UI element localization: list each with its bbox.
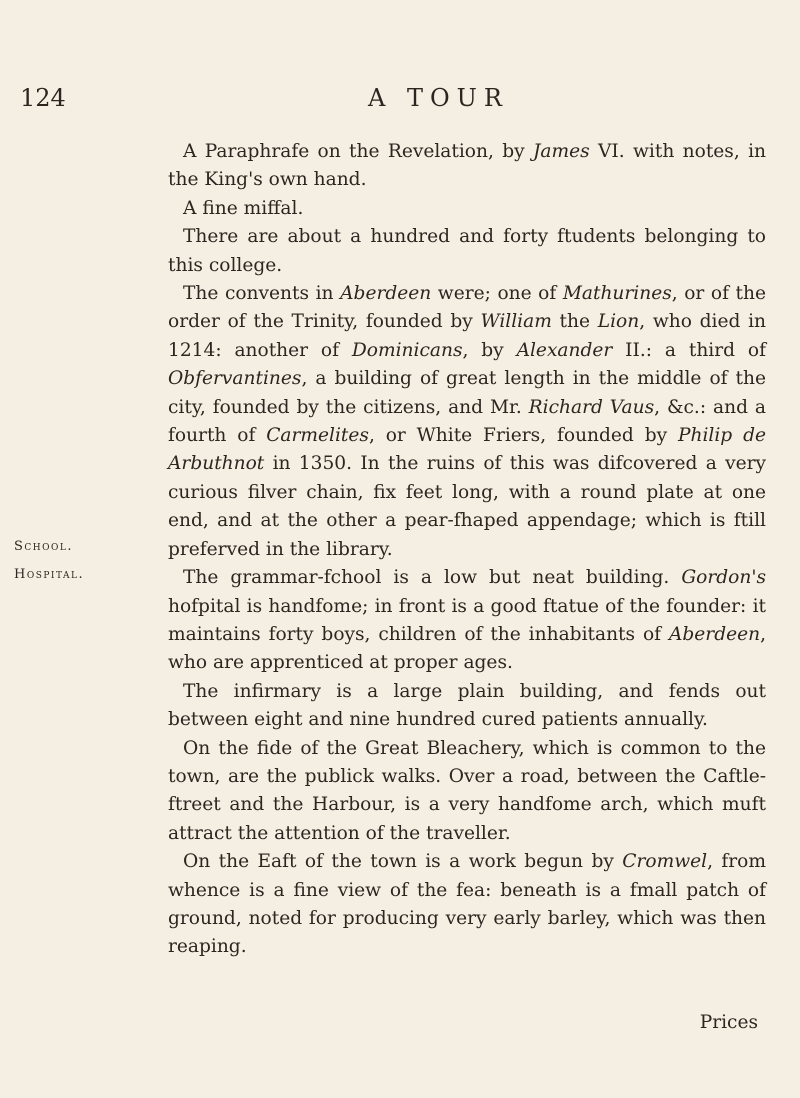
running-head: A TOUR	[368, 84, 509, 112]
paragraph: There are about a hundred and forty ftudents belonging to this college.	[168, 226, 766, 276]
paragraph: A fine miffal.	[183, 197, 304, 219]
page-header	[0, 84, 800, 124]
paragraph: The convents in Aberdeen were; one of Mathurines, or of the order of the Trinity, founded by William the Lion, who died in 1214: another of Dominicans, by Alexander II.: a third of Obfervantines, a building of great length in the middle of the city, founded by the citizens, and Mr. Richard Vaus, &c.: and a fourth of Carmelites, or White Friers, founded by Philip de Arbuthnot in 1350. In the ruins of this was difcovered a very curious filver chain, fix feet long, with a round plate at one end, and at the other a pear-fhaped appendage; which is ftill preferved in the library.	[168, 283, 767, 560]
paragraph: On the Eaft of the town is a work begun by Cromwel, from whence is a fine view of the fea: beneath is a fmall patch of ground, noted for producing very early barley, which was then reaping.	[168, 851, 766, 958]
catchword: Prices	[699, 1012, 758, 1033]
paragraph: A Paraphrafe on the Revelation, by James VI. with notes, in the King's own hand.	[168, 141, 767, 191]
margin-note-school: School.	[14, 539, 74, 554]
margin-note-hospital: Hospital.	[14, 567, 85, 582]
body-text	[168, 138, 766, 962]
paragraph: The infirmary is a large plain building, and fends out between eight and nine hundred cured patients annually.	[168, 680, 766, 731]
page-number: 124	[20, 84, 66, 112]
paragraph: On the fide of the Great Bleachery, which is common to the town, are the publick walks. Over a road, between the Caftle-ftreet and the Harbour, is a very handfome arch, which muft attract the attention of the traveller.	[168, 737, 766, 844]
paragraph: The grammar-fchool is a low but neat building. Gordon's hofpital is handfome; in front is a good ftatue of the founder: it maintains forty boys, children of the inhabitants of Aberdeen, who are apprenticed at proper ages.	[168, 567, 766, 674]
